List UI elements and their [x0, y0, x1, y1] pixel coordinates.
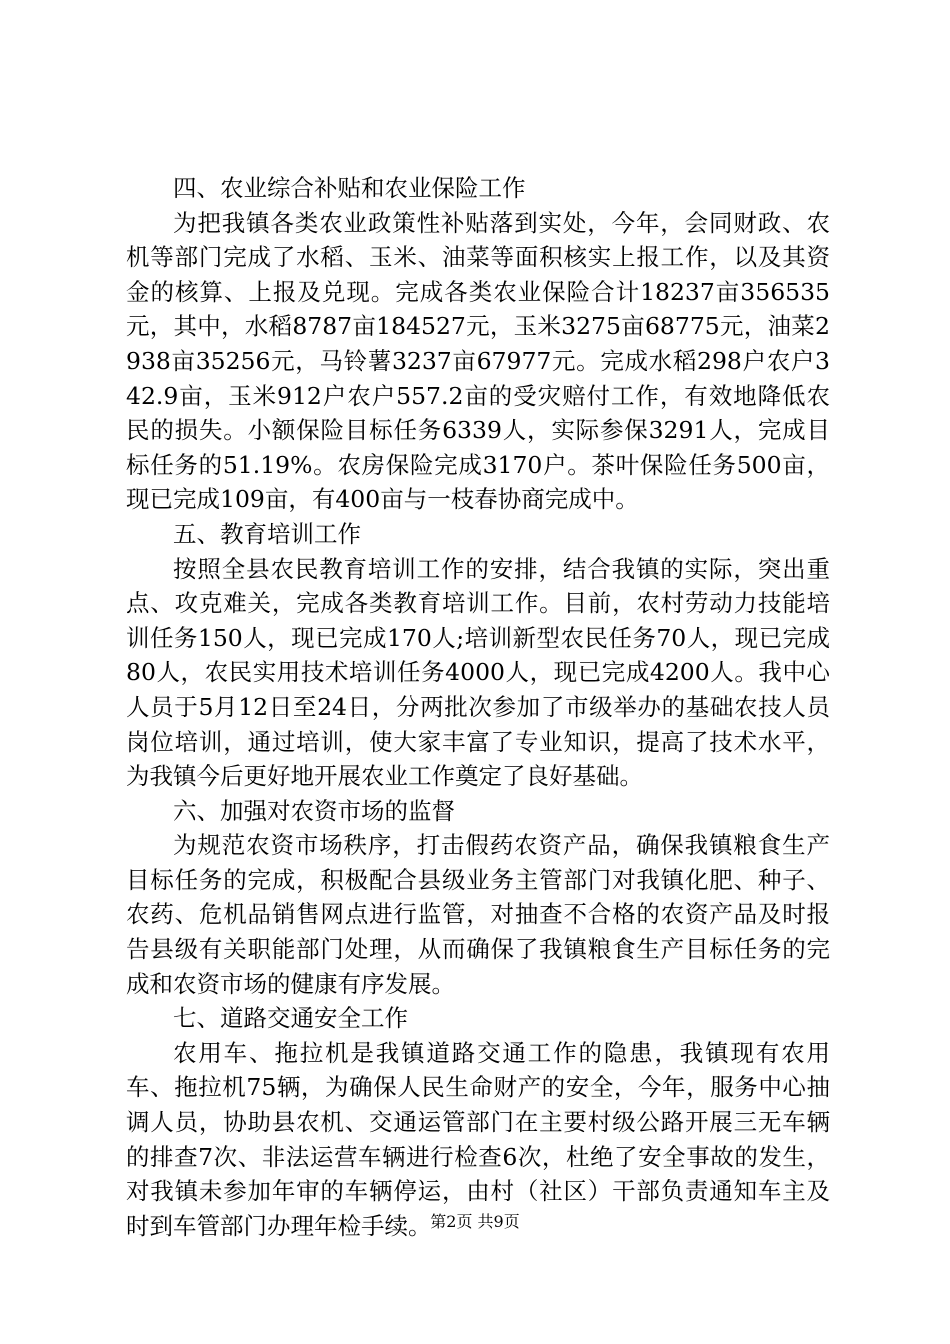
- section-heading-5: 五、教育培训工作: [173, 519, 361, 548]
- section-body-6: 为规范农资市场秩序，打击假药农资产品，确保我镇粮食生产目标任务的完成，积极配合县级业务主管部门对我镇化肥、种子、农药、危机品销售网点进行监管，对抽查不合格的农资产品及时报告县级有关职能部门处理，从而确保了我镇粮食生产目标任务的完成和农资市场的健康有序发展。: [126, 831, 830, 998]
- section-body-4: 为把我镇各类农业政策性补贴落到实处，今年，会同财政、农机等部门完成了水稻、玉米、油菜等面积核实上报工作，以及其资金的核算、上报及兑现。完成各类农业保险合计18237亩356535元，其中，水稻8787亩184527元，玉米3275亩68775元，油菜2938亩35256元，马铃薯3237亩67977元。完成水稻298户农户342.9亩，玉米912户农户557.2亩的受灾赔付工作，有效地降低农民的损失。小额保险目标任务6339人，实际参保3291人，完成目标任务的51.19%。农房保险完成3170户。茶叶保险任务500亩，现已完成109亩，有400亩与一枝春协商完成中。: [126, 208, 830, 514]
- section-heading-4: 四、农业综合补贴和农业保险工作: [173, 174, 526, 202]
- section-heading-7: 七、道路交通安全工作: [173, 1004, 408, 1033]
- document-body: [126, 171, 830, 1243]
- page-footer: 第2页 共9页: [430, 1212, 520, 1231]
- section-body-7: 农用车、拖拉机是我镇道路交通工作的隐患，我镇现有农用车、拖拉机75辆，为确保人民生命财产的安全，今年，服务中心抽调人员，协助县农机、交通运管部门在主要村级公路开展三无车辆的排查7次、非法运营车辆进行检查6次，杜绝了安全事故的发生，对我镇未参加年审的车辆停运，由村（社区）干部负责通知车主及时到车管部门办理年检手续。: [126, 1038, 830, 1240]
- section-heading-6: 六、加强对农资市场的监督: [173, 796, 455, 825]
- section-body-5: 按照全县农民教育培训工作的安排，结合我镇的实际，突出重点、攻克难关，完成各类教育培训工作。目前，农村劳动力技能培训任务150人，现已完成170人;培训新型农民任务70人，现已完成80人，农民实用技术培训任务4000人，现已完成4200人。我中心人员于5月12日至24日，分两批次参加了市级举办的基础农技人员岗位培训，通过培训，使大家丰富了专业知识，提高了技术水平，为我镇今后更好地开展农业工作奠定了良好基础。: [126, 554, 830, 791]
